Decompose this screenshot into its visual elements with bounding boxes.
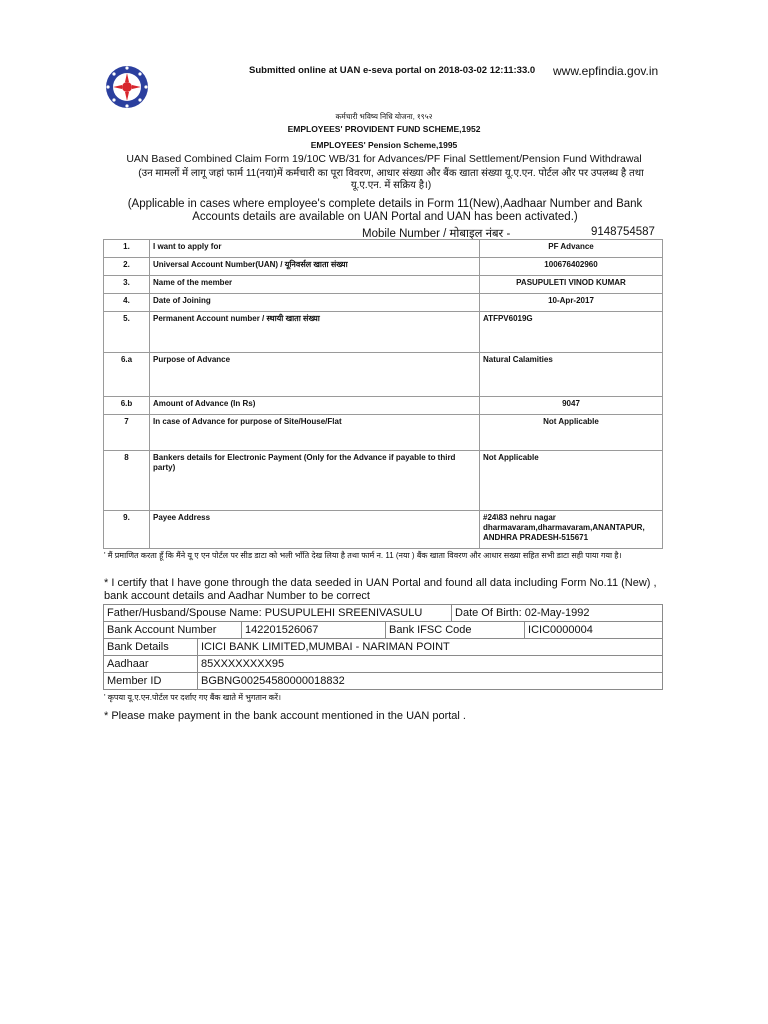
row-number: 5. [104,312,150,353]
table-row [104,312,663,353]
row-label: Amount of Advance (In Rs) [150,397,480,415]
table-row [104,622,663,639]
row-number: 6.a [104,353,150,397]
row-label: Name of the member [150,276,480,294]
table-row [104,673,663,690]
row-number: 3. [104,276,150,294]
row-number: 9. [104,511,150,549]
hindi-payment-note: ' कृपया यू.ए.एन.पोर्टल पर दर्शाए गए बैंक खाते में भुगतान करें। [104,693,282,702]
row-label: Universal Account Number(UAN) / यूनिवर्सल खाता संख्या [150,258,480,276]
claim-details-table [103,239,663,549]
form-title: UAN Based Combined Claim Form 19/10C WB/31 for Advances/PF Final Settlement/Pension Fund Withdrawal [126,153,642,165]
aadhaar-label: Aadhaar [104,656,198,673]
bank-ifsc-value: ICIC0000004 [525,622,663,639]
member-id-label: Member ID [104,673,198,690]
row-value: #24\83 nehru nagar dharmavaram,dharmavaram,ANANTAPUR, ANDHRA PRADESH-515671 [480,511,663,549]
row-value: PF Advance [480,240,663,258]
table-row [104,639,663,656]
epfo-logo-icon [104,64,150,110]
bank-details-value: ICICI BANK LIMITED,MUMBAI - NARIMAN POINT [198,639,663,656]
mobile-number-value: 9148754587 [591,226,655,238]
row-value: 100676402960 [480,258,663,276]
table-row [104,511,663,549]
hindi-applicability-note: (उन मामलों में लागू जहां फार्म 11(नया)में कर्मचारी का पूरा विवरण, आधार संख्या और बैंक खाता संख्या यू.ए.एन. पोर्टल और पर उपलब्ध है तथा यू.ए.एन. में सक्रिय है।) [138,168,644,191]
row-label: Bankers details for Electronic Payment (Only for the Advance if payable to third party) [150,451,480,511]
table-row [104,294,663,312]
bank-details-label: Bank Details [104,639,198,656]
table-row [104,258,663,276]
bank-account-value: 142201526067 [242,622,386,639]
row-value: Not Applicable [480,451,663,511]
table-row [104,451,663,511]
row-label: Payee Address [150,511,480,549]
row-number: 7 [104,415,150,451]
date-of-birth-cell: Date Of Birth: 02-May-1992 [452,605,663,622]
row-label: Purpose of Advance [150,353,480,397]
member-id-value: BGBNG00254580000018832 [198,673,663,690]
row-value: Not Applicable [480,415,663,451]
applicability-note: (Applicable in cases where employee's complete details in Form 11(New),Aadhaar Number and Bank Accounts details are available on UAN Portal and UAN has been activated.) [127,198,643,223]
website-link[interactable]: www.epfindia.gov.in [553,64,659,78]
payment-note: * Please make payment in the bank account mentioned in the UAN portal . [104,710,466,722]
table-row [104,240,663,258]
bank-ifsc-label: Bank IFSC Code [386,622,525,639]
table-row [104,656,663,673]
row-number: 6.b [104,397,150,415]
table-row [104,276,663,294]
table-row [104,415,663,451]
row-label: Date of Joining [150,294,480,312]
row-number: 1. [104,240,150,258]
row-number: 8 [104,451,150,511]
row-number: 2. [104,258,150,276]
row-value: ATFPV6019G [480,312,663,353]
row-number: 4. [104,294,150,312]
row-value: 10-Apr-2017 [480,294,663,312]
aadhaar-value: 85XXXXXXXX95 [198,656,663,673]
row-value: Natural Calamities [480,353,663,397]
bank-account-label: Bank Account Number [104,622,242,639]
scheme-title: EMPLOYEES' PROVIDENT FUND SCHEME,1952 [287,124,481,134]
bank-details-table [103,604,663,690]
submitted-timestamp: Submitted online at UAN e-seva portal on 2018-03-02 12:11:33.0 [249,65,536,76]
row-label: I want to apply for [150,240,480,258]
hindi-scheme-title: कर्मचारी भविष्य निधि योजना, १९५२ [335,112,433,121]
mobile-number-label: Mobile Number / मोबाइल नंबर - [362,228,511,240]
table-row [104,397,663,415]
table-row [104,353,663,397]
certification-statement: * I certify that I have gone through the data seeded in UAN Portal and found all data including Form No.11 (New) , bank account details and Aadhar Number to be correct [104,577,657,602]
hindi-declaration: ' मैं प्रमाणित करता हूँ कि मैंने यू ए एन पोर्टल पर सीड डाटा को भली भाँति देख लिया है तथा फार्म न. 11 (नया ) बैंक खाता विवरण और आधार सख्या सहित सभी डाटा सही पाया गया है। [104,551,622,560]
pension-scheme-title: EMPLOYEES' Pension Scheme,1995 [310,140,458,150]
father-name-cell: Father/Husband/Spouse Name: PUSUPULEHI SREENIVASULU [104,605,452,622]
table-row [104,605,663,622]
row-value: PASUPULETI VINOD KUMAR [480,276,663,294]
row-label: In case of Advance for purpose of Site/House/Flat [150,415,480,451]
row-label: Permanent Account number / स्थायी खाता संख्या [150,312,480,353]
row-value: 9047 [480,397,663,415]
